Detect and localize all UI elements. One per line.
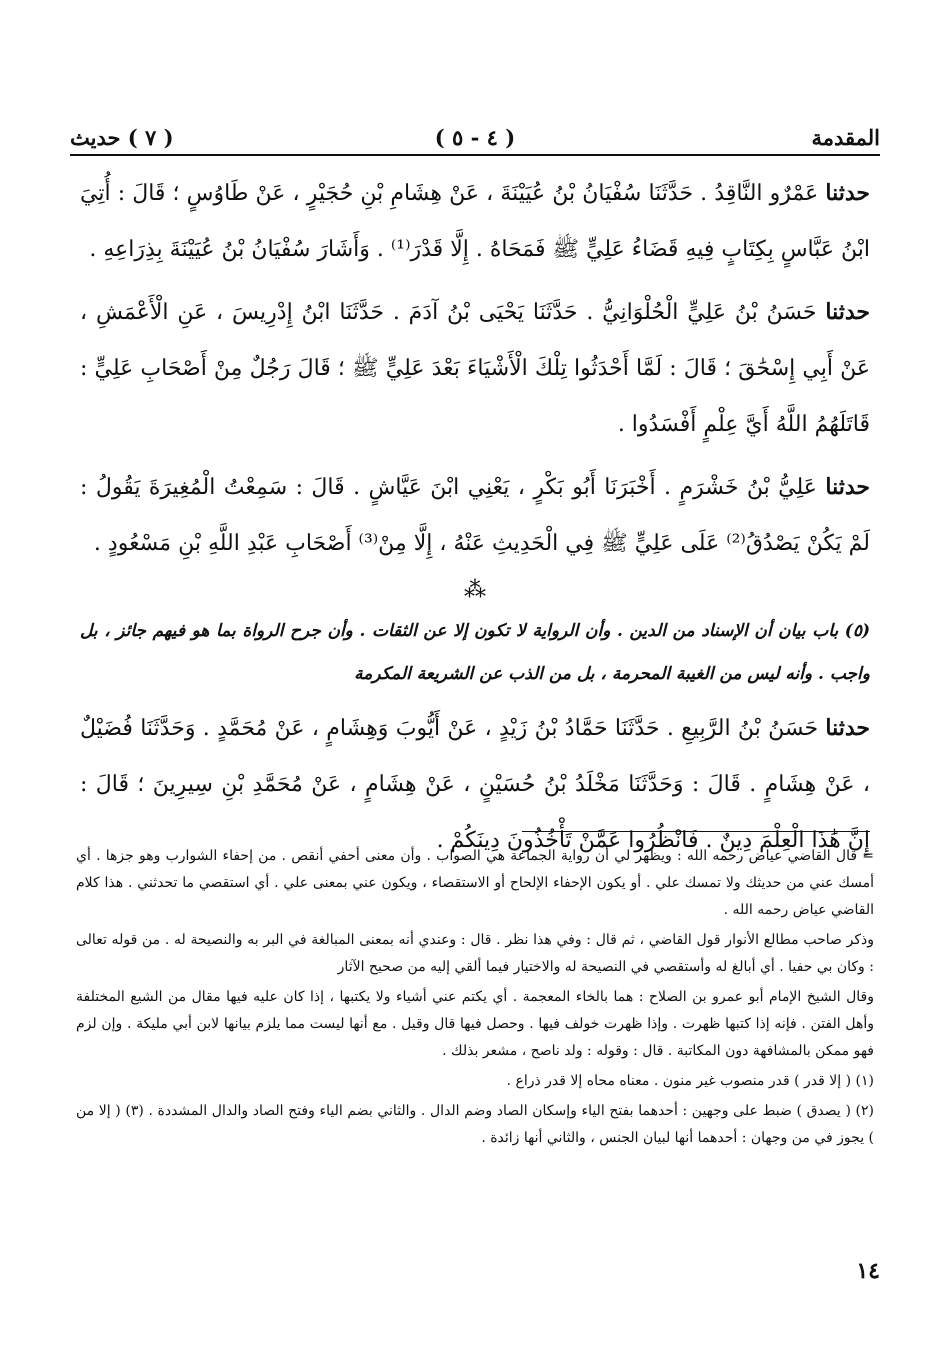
header-chapter-range: ( ٤ - ٥ ) xyxy=(434,125,516,150)
running-header xyxy=(70,110,880,156)
footnote-divider xyxy=(522,831,870,832)
hadith-text: حَسَنُ بْنُ عَلِيٍّ الْحُلْوَانِيُّ . حَدَّثَنَا يَحْيَى بْنُ آدَمَ . حَدَّثَنَا ابْنُ إِدْرِيسَ ، عَنِ الْأَعْمَشِ ، عَنْ أَبِي إِسْحَٰقَ ؛ قَالَ : لَمَّا أَحْدَثُوا تِلْكَ الْأَشْيَاءَ بَعْدَ عَلِيٍّ ﷺ ؛ قَالَ رَجُلٌ مِنْ أَصْحَابِ عَلِيٍّ : قَاتَلَهُمُ اللَّهُ أَيَّ عِلْمٍ أَفْسَدُوا . xyxy=(80,300,870,437)
hadith-paragraph xyxy=(80,459,870,572)
hadith-text: عَلِيُّ بْنُ خَشْرَمٍ . أَخْبَرَنَا أَبُو بَكْرٍ ، يَعْنِي ابْنَ عَيَّاشٍ . قَالَ : سَمِعْتُ الْمُغِيرَةَ يَقُولُ : لَمْ يَكُنْ يَصْدُقُ⁽²⁾ عَلَى عَلِيٍّ ﷺ فِي الْحَدِيثِ عَنْهُ ، إِلَّا مِنْ⁽³⁾ أَصْحَابِ عَبْدِ اللَّهِ بْنِ مَسْعُودٍ . xyxy=(80,475,870,556)
hadith-paragraph xyxy=(80,165,870,278)
hadith-text: حَسَنُ بْنُ الرَّبِيعِ . حَدَّثَنَا حَمَّادُ بْنُ زَيْدٍ ، عَنْ أَيُّوبَ وَهِشَامٍ ، عَنْ مُحَمَّدٍ . وَحَدَّثَنَا فُضَيْلٌ ، عَنْ هِشَامٍ . قَالَ : وَحَدَّثَنَا مَخْلَدُ بْنُ حُسَيْنٍ ، عَنْ هِشَامٍ ، عَنْ مُحَمَّدِ بْنِ سِيرِينَ ؛ قَالَ : إِنَّ هَٰذَا الْعِلْمَ دِينٌ . فَانْظُرُوا عَمَّنْ تَأْخُذُونَ دِينَكُمْ . xyxy=(80,716,870,853)
hadith-paragraph xyxy=(80,284,870,453)
footnote: وقال الشيخ الإمام أبو عمرو بن الصلاح : هما بالخاء المعجمة . أي يكتم عني أشياء ولا يكتبها ، إذا كان عليه فيها مقال من الشيع المختلفة وأهل الفتن . فإنه إذا كتبها ظهرت . وإذا ظهرت خولف فيها . وحصل فيها قال وقيل . مع أنها ليست مما يلزم بيانها لابن أبي مليكة . وإن لزم فهو ممكن بالمشافهة دون المكاتبة . قال : وقوله : ولد ناصح ، مشعر بذلك . xyxy=(76,989,874,1059)
chapter-heading: (٥) باب بيان أن الإسناد من الدين . وأن الرواية لا تكون إلا عن الثقات . وأن جرح الرواة بما هو فيهم جائز ، بل واجب . وأنه ليس من الغيبة المحرمة ، بل من الذب عن الشريعة المكرمة xyxy=(80,621,870,684)
footnote: (٢) ( يصدق ) ضبط على وجهين : أحدهما بفتح الياء وإسكان الصاد وضم الدال . والثاني بضم الياء وفتح الصاد والدال المشددة . (٣) ( إلا من ) يجوز في من وجهان : أحدهما أنها لبيان الجنس ، والثاني أنها زائدة . xyxy=(76,1103,874,1146)
section-ornament: ⁂ xyxy=(464,578,486,603)
hadith-lead-word: حدثنا xyxy=(825,299,870,325)
hadith-lead-word: حدثنا xyxy=(825,715,870,741)
hadith-text: عَمْرٌو النَّاقِدُ . حَدَّثَنَا سُفْيَانُ بْنُ عُيَيْنَةَ ، عَنْ هِشَامِ بْنِ حُجَيْرٍ ، عَنْ طَاوُسٍ ؛ قَالَ : أُتِيَ ابْنُ عَبَّاسٍ بِكِتَابٍ فِيهِ قَضَاءُ عَلِيٍّ ﷺ فَمَحَاهُ . إِلَّا قَدْرَ⁽¹⁾ . وَأَشَارَ سُفْيَانُ بْنُ عُيَيْنَةَ بِذِرَاعِهِ . xyxy=(80,181,870,262)
header-section-title: المقدمة xyxy=(811,125,880,150)
footnote: وذكر صاحب مطالع الأنوار قول القاضي ، ثم قال : وفي هذا نظر . قال : وعندي أنه بمعنى المبالغة في البر به والنصيحة له . من قوله تعالى : وكان بي حفيا . أي أبالغ له وأستقصي في النصيحة له والاختيار فيما ألقي إليه من صحيح الآثار xyxy=(76,932,874,975)
hadith-lead-word: حدثنا xyxy=(825,474,870,500)
main-text xyxy=(80,165,870,875)
header-hadith-number: ( ٧ ) حديث xyxy=(70,125,174,150)
footnotes xyxy=(76,843,874,1155)
footnote: = قال القاضي عياض رحمه الله : ويظهر لي أن رواية الجماعة هي الصواب . وأن معنى أحفي أنقص . من إحفاء الشوارب وهو جزها . أي أمسك عني من حديثك ولا تمسك علي . أو يكون الإحفاء الإلحاح أو الاستقصاء ، ويكون عني بمعنى علي . أي استقصي ما تحدثني . هذا كلام القاضي عياض رحمه الله . xyxy=(76,848,874,918)
hadith-lead-word: حدثنا xyxy=(825,180,870,206)
page-number: ١٤ xyxy=(856,1258,880,1284)
footnote: (١) ( إلا قدر ) قدر منصوب غير منون . معناه محاه إلا قدر ذراع . xyxy=(506,1073,874,1089)
